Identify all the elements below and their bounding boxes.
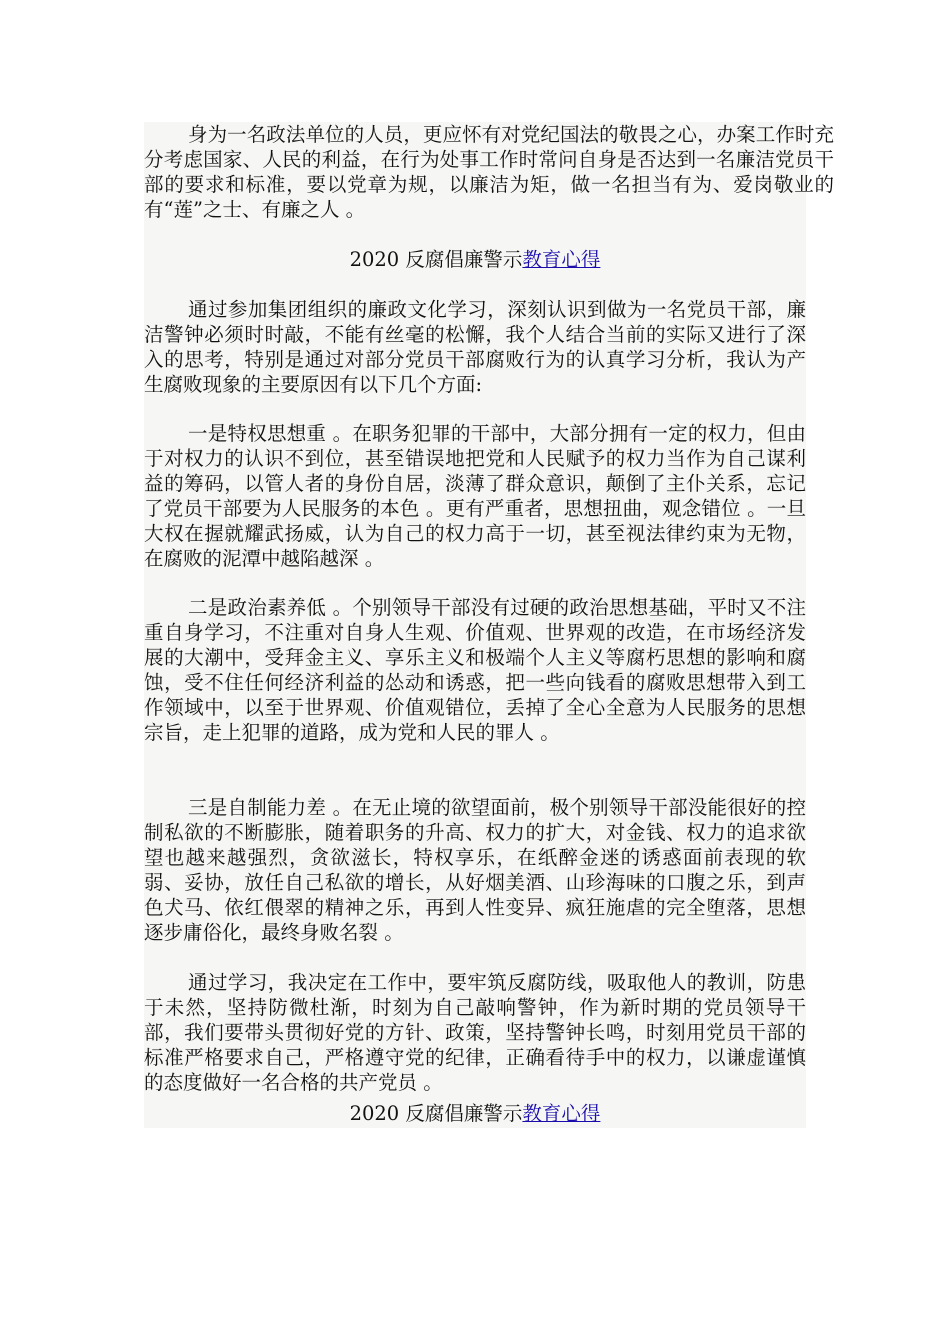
paragraph-5: 三是自制能力差 。在无止境的欲望面前，极个别领导干部没能很好的控制私欲的不断膨胀，随着职务的升高、权力的扩大，对金钱、权力的追求欲望也越来越强烈，贪欲滋长，特权享乐，在纸醉金迷的诱惑面前表现的软弱、妥协，放任自己私欲的增长，从好烟美酒、山珍海味的口腹之乐，到声色犬马、依红偎翠的精神之乐，再到人性变异、疯狂施虐的完全堕落，思想逐步庸俗化，最终身败名裂 。 [144,796,806,944]
heading-link-education-notes[interactable]: 教育心得 [522,1102,601,1125]
paragraph-3: 一是特权思想重 。在职务犯罪的干部中，大部分拥有一定的权力，但由于对权力的认识不到位，甚至错误地把党和人民赋予的权力当作为自己谋利益的筹码，以管人者的身份自居，淡薄了群众意识，颠倒了主仆关系，忘记了党员干部要为人民服务的本色 。更有严重者，思想扭曲，观念错位 。一旦大权在握就耀武扬威，认为自己的权力高于一切，甚至视法律约束为无物，在腐败的泥潭中越陷越深 。 [144,422,806,570]
section-heading-1 [144,247,806,272]
heading-link-education-notes[interactable]: 教育心得 [522,248,601,271]
paragraph-4: 二是政治素养低 。个别领导干部没有过硬的政治思想基础，平时又不注重自身学习，不注重对自身人生观、价值观、世界观的改造，在市场经济发展的大潮中，受拜金主义、享乐主义和极端个人主义等腐朽思想的影响和腐蚀，受不住任何经济利益的怂动和诱惑，把一些向钱看的腐败思想带入到工作领域中，以至于世界观、价值观错位，丢掉了全心全意为人民服务的思想宗旨，走上犯罪的道路，成为党和人民的罪人 。 [144,596,806,744]
section-heading-2 [144,1101,806,1126]
heading-text: 2020 反腐倡廉警示 [349,1102,523,1125]
paragraph-1: 身为一名政法单位的人员，更应怀有对党纪国法的敬畏之心，办案工作时充分考虑国家、人民的利益，在行为处事工作时常问自身是否达到一名廉洁党员干部的要求和标准，要以党章为规，以廉洁为矩，做一名担当有为、爱岗敬业的有“莲”之士、有廉之人 。 [144,123,834,221]
paragraph-2: 通过参加集团组织的廉政文化学习，深刻认识到做为一名党员干部，廉洁警钟必须时时敲，不能有丝毫的松懈，我个人结合当前的实际又进行了深入的思考，特别是通过对部分党员干部腐败行为的认真学习分析，我认为产生腐败现象的主要原因有以下几个方面: [144,298,806,396]
paragraph-6: 通过学习，我决定在工作中，要牢筑反腐防线，吸取他人的教训，防患于未然，坚持防微杜渐，时刻为自己敲响警钟，作为新时期的党员领导干部，我们要带头贯彻好党的方针、政策，坚持警钟长鸣，时刻用党员干部的标准严格要求自己，严格遵守党的纪律，正确看待手中的权力，以谦虚谨慎的态度做好一名合格的共产党员 。 [144,971,806,1094]
heading-text: 2020 反腐倡廉警示 [349,248,523,271]
